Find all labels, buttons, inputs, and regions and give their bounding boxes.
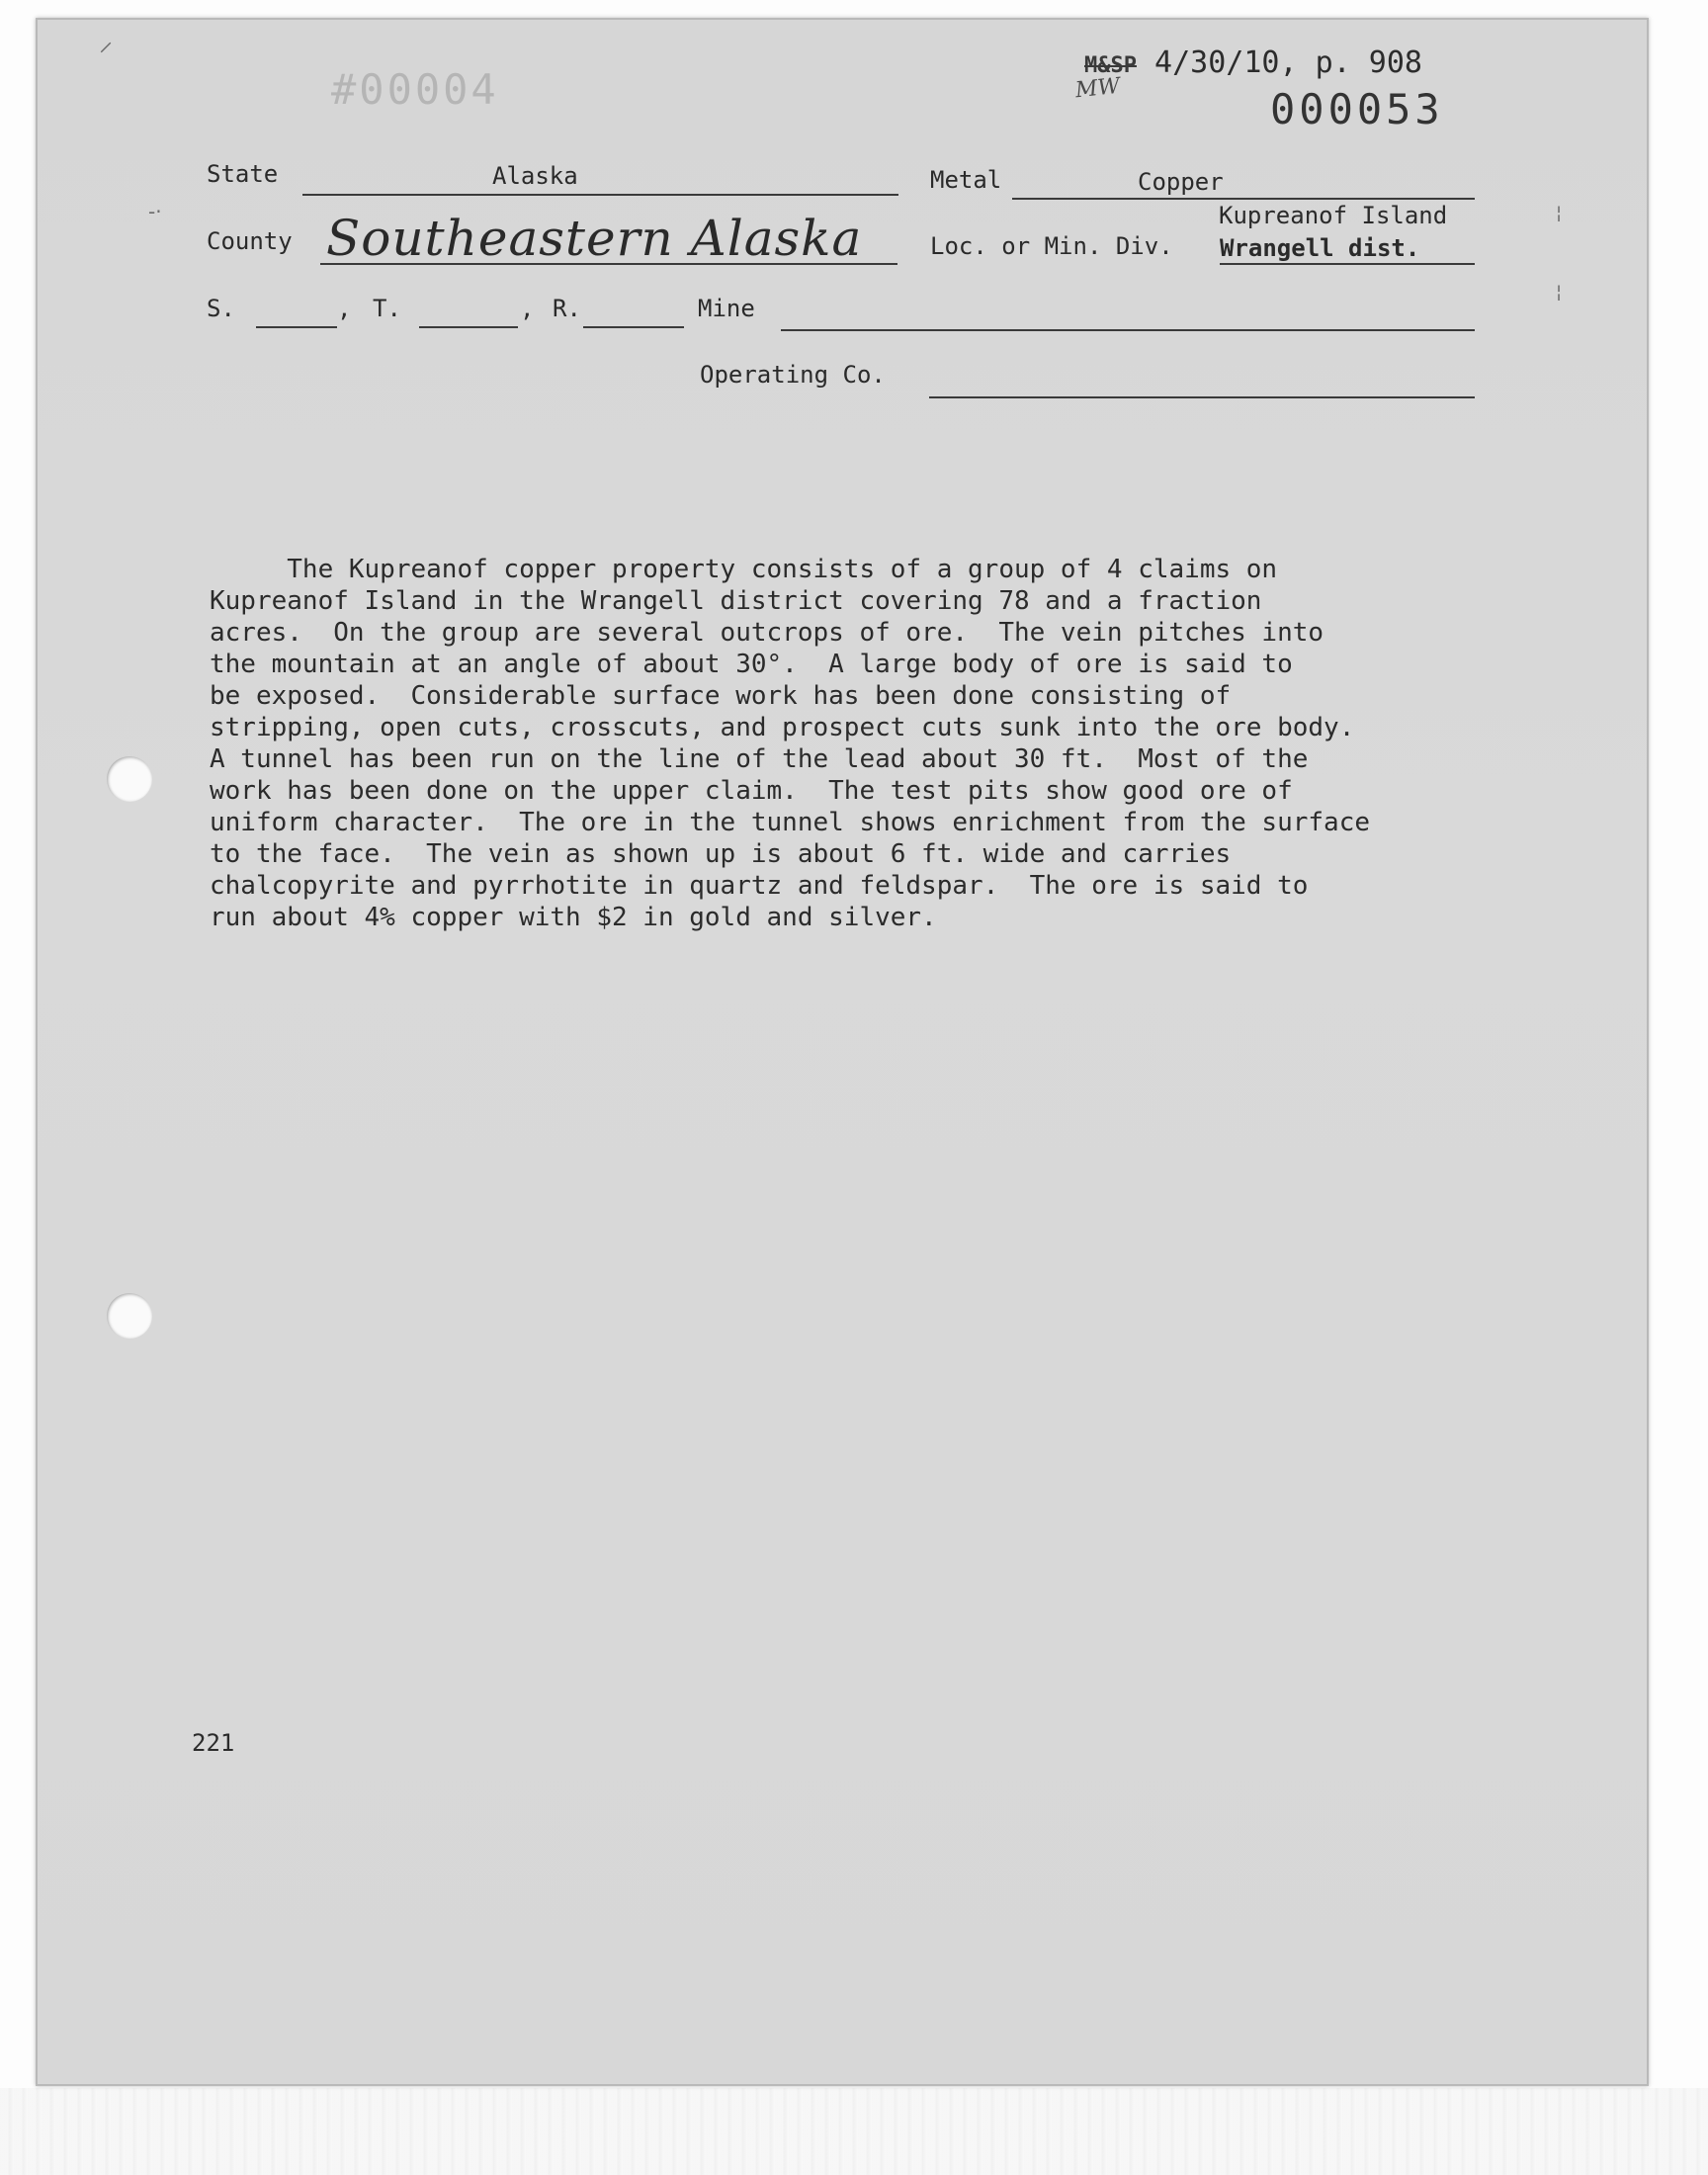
paragraph-line: The Kupreanof copper property consists of a group of 4 claims on	[210, 555, 1278, 584]
paragraph-line: A tunnel has been run on the line of the lead about 30 ft. Most of the	[210, 744, 1309, 774]
reference-stamp	[1084, 45, 1422, 80]
county-value: Southeastern Alaska	[326, 210, 863, 267]
paragraph-line: acres. On the group are several outcrops of ore. The vein pitches into	[210, 618, 1324, 648]
township-line	[419, 326, 518, 328]
metal-label: Metal	[930, 166, 1002, 194]
punch-hole	[107, 1293, 152, 1339]
margin-tick: ¦	[1556, 282, 1563, 303]
paragraph-line: run about 4% copper with $2 in gold and silver.	[210, 903, 937, 932]
state-label: State	[207, 160, 279, 188]
paragraph-line: be exposed. Considerable surface work has been done consisting of	[210, 681, 1232, 711]
operating-co-label: Operating Co.	[700, 361, 886, 389]
struck-reference: M&SP	[1084, 53, 1137, 78]
state-line	[302, 194, 898, 196]
section-label: S.	[207, 295, 235, 322]
state-value: Alaska	[492, 162, 578, 190]
paragraph-line: to the face. The vein as shown up is about 6 ft. wide and carries	[210, 839, 1232, 869]
paragraph-line: the mountain at an angle of about 30°. A large body of ore is said to	[210, 650, 1293, 679]
punch-hole	[107, 756, 152, 802]
pencil-mark: ⸝	[99, 25, 114, 57]
mine-label: Mine	[698, 295, 755, 322]
document-number: 000053	[1270, 85, 1444, 133]
mine-line	[781, 329, 1475, 331]
county-line	[320, 263, 897, 265]
paragraph-line: stripping, open cuts, crosscuts, and prospect cuts sunk into the ore body.	[210, 713, 1355, 742]
comma: ,	[337, 295, 352, 322]
paragraph-line: Kupreanof Island in the Wrangell district covering 78 and a fraction	[210, 586, 1262, 616]
margin-tick: ¦	[1556, 203, 1563, 223]
reference-text: 4/30/10, p. 908	[1154, 45, 1422, 80]
faded-document-number: #00004	[331, 65, 499, 114]
county-label: County	[207, 227, 293, 255]
paragraph-line: work has been done on the upper claim. The test pits show good ore of	[210, 776, 1293, 806]
range-label: R.	[553, 295, 581, 322]
locality-label: Loc. or Min. Div.	[930, 232, 1173, 260]
section-line	[256, 326, 337, 328]
pencil-mark: ‐·	[148, 200, 162, 223]
page-number: 221	[192, 1729, 235, 1757]
locality-line	[1220, 263, 1475, 265]
locality-value-line2: Wrangell dist.	[1220, 234, 1420, 262]
operating-co-line	[929, 396, 1475, 398]
range-line	[583, 326, 684, 328]
locality-value-line1: Kupreanof Island	[1219, 202, 1448, 229]
comma: ,	[520, 295, 535, 322]
paragraph-line: uniform character. The ore in the tunnel shows enrichment from the surface	[210, 808, 1370, 837]
description-paragraph	[210, 554, 1475, 933]
metal-value: Copper	[1138, 168, 1224, 196]
paragraph-line: chalcopyrite and pyrrhotite in quartz and feldspar. The ore is said to	[210, 871, 1309, 901]
reviewer-initials: MW	[1073, 73, 1122, 104]
township-label: T.	[373, 295, 401, 322]
metal-line	[1012, 198, 1475, 200]
scan-streaks	[0, 2088, 1708, 2175]
